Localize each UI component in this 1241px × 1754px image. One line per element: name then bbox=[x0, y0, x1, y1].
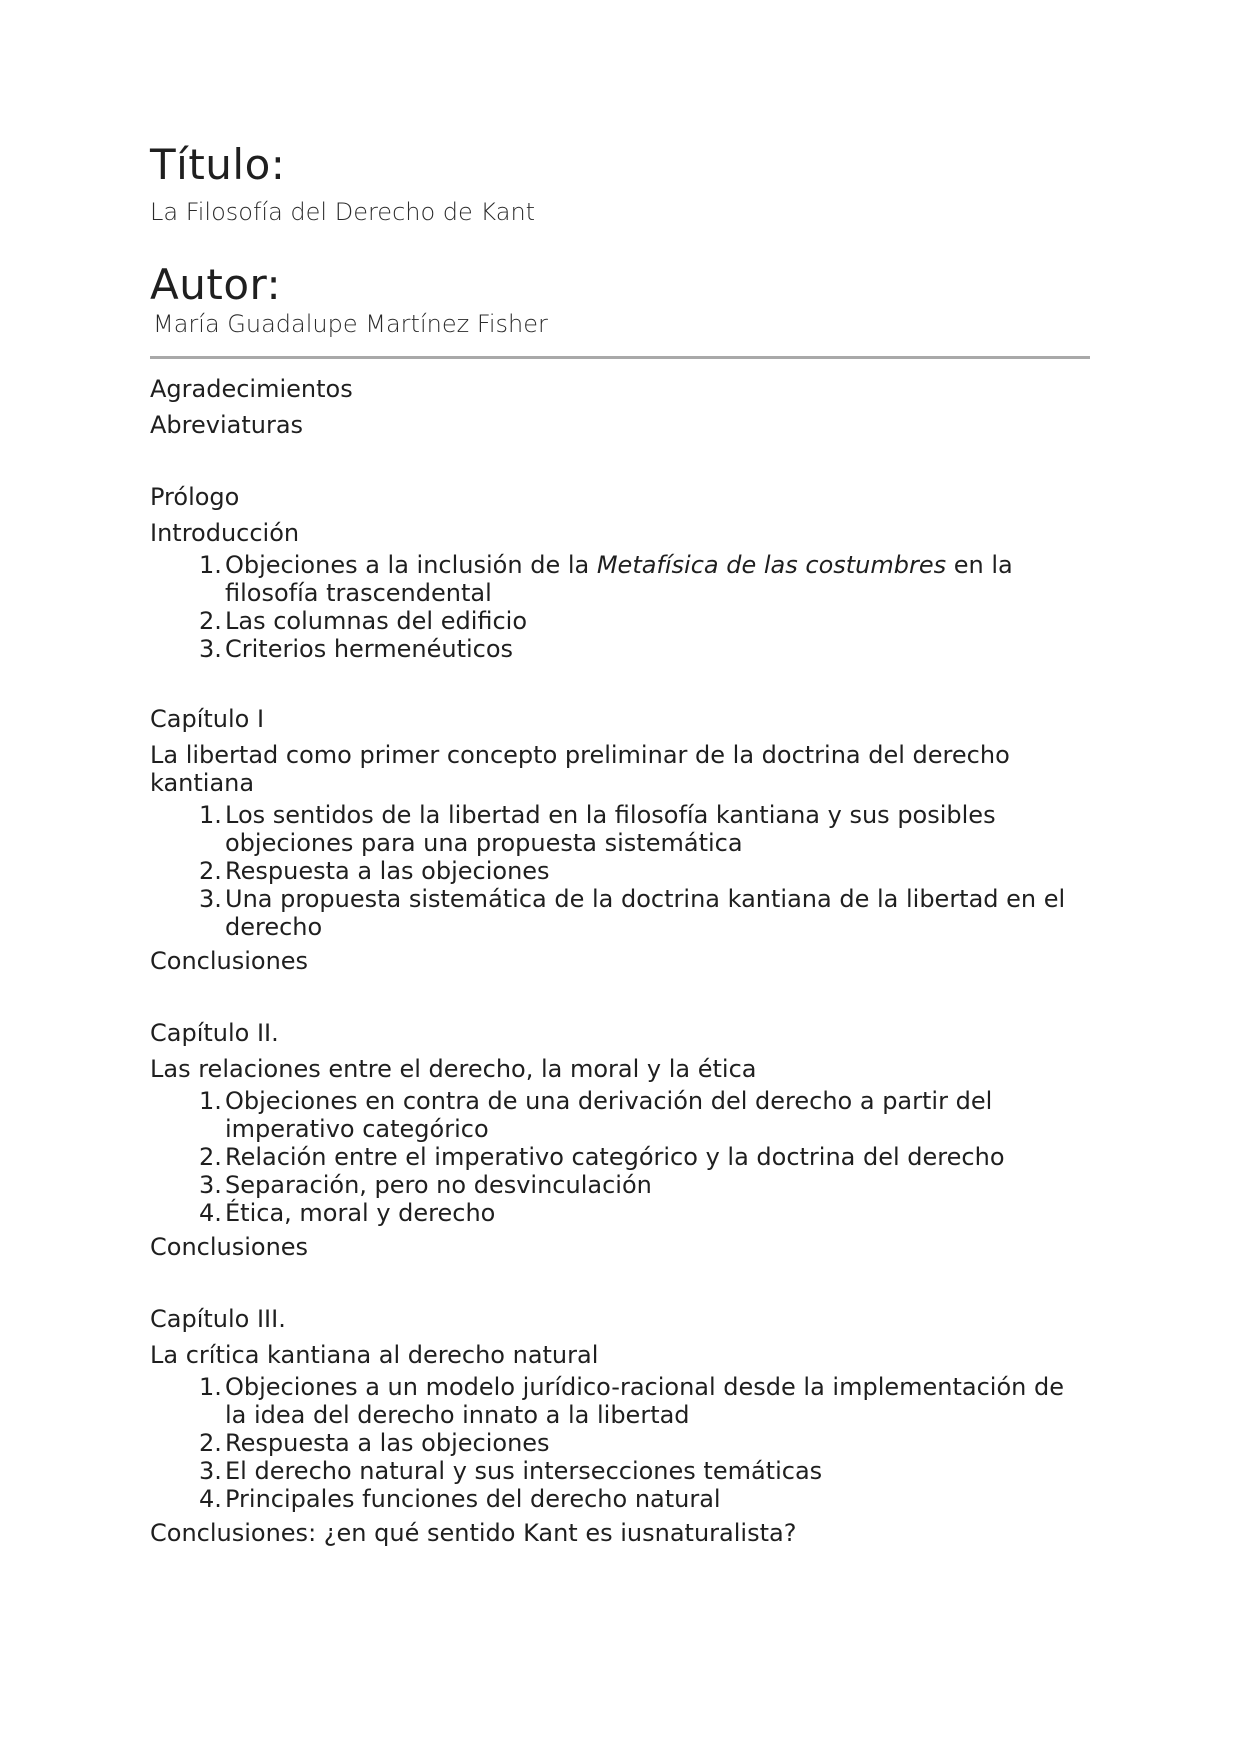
list-item bbox=[150, 551, 1090, 607]
item-text: Respuesta a las objeciones bbox=[225, 1429, 550, 1457]
toc-abreviaturas: Abreviaturas bbox=[150, 411, 304, 439]
item-text: Las columnas del edificio bbox=[225, 607, 528, 635]
item-number: 1. bbox=[199, 1373, 222, 1401]
author-heading: Autor: bbox=[150, 260, 282, 309]
list-item bbox=[150, 801, 1090, 857]
toc-prologo: Prólogo bbox=[150, 483, 240, 511]
list-item bbox=[150, 1171, 1090, 1199]
list-item bbox=[150, 885, 1090, 941]
chapter-label: Capítulo II. bbox=[150, 1019, 279, 1047]
item-text: Relación entre el imperativo categórico y la doctrina del derecho bbox=[225, 1143, 1005, 1171]
author-name: María Guadalupe Martínez Fisher bbox=[153, 310, 548, 338]
document-page bbox=[150, 138, 1090, 1551]
list-item bbox=[150, 1457, 1090, 1485]
item-text: Respuesta a las objeciones bbox=[225, 857, 550, 885]
list-item bbox=[150, 1429, 1090, 1457]
spacer bbox=[150, 443, 1090, 479]
list-item bbox=[150, 635, 1090, 663]
item-text: Objeciones a un modelo jurídico-racional desde la implementación de la idea del derecho innato a la libertad bbox=[225, 1373, 1064, 1429]
item-number: 2. bbox=[199, 1429, 222, 1457]
chapter-conclusion: Conclusiones: ¿en qué sentido Kant es iusnaturalista? bbox=[150, 1519, 797, 1547]
chapter-conclusion: Conclusiones bbox=[150, 1233, 309, 1261]
chapter-label: Capítulo I bbox=[150, 705, 265, 733]
item-number: 1. bbox=[199, 551, 222, 579]
spacer bbox=[150, 979, 1090, 1015]
list-item bbox=[150, 1485, 1090, 1513]
chapter-title: La crítica kantiana al derecho natural bbox=[150, 1341, 599, 1369]
item-number: 3. bbox=[199, 1171, 222, 1199]
list-item bbox=[150, 1087, 1090, 1143]
item-text: Objeciones en contra de una derivación del derecho a partir del imperativo categórico bbox=[225, 1087, 993, 1143]
item-text: El derecho natural y sus intersecciones temáticas bbox=[225, 1457, 823, 1485]
item-text: Objeciones a la inclusión de la Metafísica de las costumbres en la filosofía trascendental bbox=[225, 551, 1013, 607]
chapter-2-list bbox=[150, 1087, 1090, 1227]
chapter-label: Capítulo III. bbox=[150, 1305, 286, 1333]
spacer bbox=[150, 1265, 1090, 1301]
list-item bbox=[150, 607, 1090, 635]
item-number: 2. bbox=[199, 857, 222, 885]
divider-line bbox=[150, 356, 1090, 359]
item-number: 1. bbox=[199, 1087, 222, 1115]
list-item bbox=[150, 1199, 1090, 1227]
title-heading: Título: bbox=[150, 140, 286, 189]
list-item bbox=[150, 857, 1090, 885]
item-text: Principales funciones del derecho natural bbox=[225, 1485, 721, 1513]
table-of-contents bbox=[150, 371, 1090, 1551]
item-number: 4. bbox=[199, 1485, 222, 1513]
item-number: 1. bbox=[199, 801, 222, 829]
list-item bbox=[150, 1373, 1090, 1429]
spacer bbox=[150, 665, 1090, 701]
item-number: 3. bbox=[199, 635, 222, 663]
book-title: La Filosofía del Derecho de Kant bbox=[150, 198, 536, 226]
italic-book-title: Metafísica de las costumbres bbox=[596, 551, 947, 579]
chapter-title: Las relaciones entre el derecho, la moral y la ética bbox=[150, 1055, 757, 1083]
item-number: 2. bbox=[199, 607, 222, 635]
item-text: Separación, pero no desvinculación bbox=[225, 1171, 652, 1199]
list-item bbox=[150, 1143, 1090, 1171]
chapter-1-list bbox=[150, 801, 1090, 941]
chapter-conclusion: Conclusiones bbox=[150, 947, 309, 975]
toc-agradecimientos: Agradecimientos bbox=[150, 375, 353, 403]
item-number: 4. bbox=[199, 1199, 222, 1227]
item-text: Criterios hermenéuticos bbox=[225, 635, 514, 663]
item-number: 3. bbox=[199, 1457, 222, 1485]
item-number: 3. bbox=[199, 885, 222, 913]
chapter-3-list bbox=[150, 1373, 1090, 1513]
item-text: Los sentidos de la libertad en la filosofía kantiana y sus posibles objeciones para una propuesta sistemática bbox=[225, 801, 996, 857]
toc-introduccion: Introducción bbox=[150, 519, 300, 547]
item-text: Una propuesta sistemática de la doctrina kantiana de la libertad en el derecho bbox=[225, 885, 1066, 941]
item-number: 2. bbox=[199, 1143, 222, 1171]
item-text: Ética, moral y derecho bbox=[225, 1199, 496, 1227]
introduccion-list bbox=[150, 551, 1090, 663]
chapter-title: La libertad como primer concepto preliminar de la doctrina del derecho kantiana bbox=[150, 741, 1010, 797]
